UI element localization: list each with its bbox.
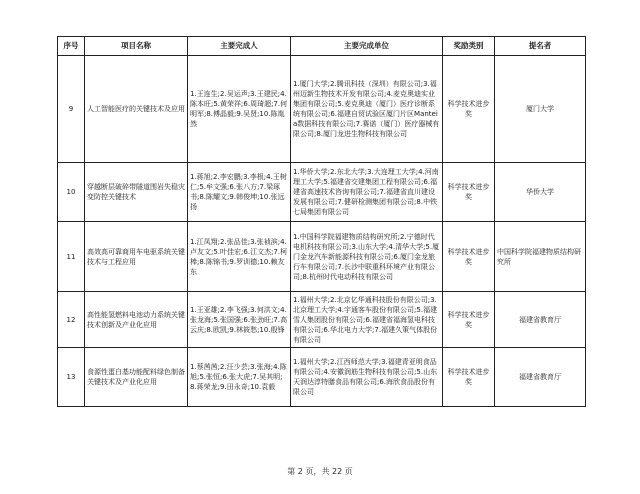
row-project: 人工智能医疗的关键技术及应用: [85, 56, 188, 163]
header-units: 主要完成单位: [291, 37, 443, 56]
row-no: 10: [58, 163, 85, 222]
row-nominator: 中国科学院福建物质结构研究所: [495, 222, 586, 292]
awards-table: [57, 36, 586, 407]
table-row: [58, 348, 586, 407]
row-persons: 1.蔡茜茜;2.汪少芸;3.张海;4.陈旭;5.张恒;6.张大虎;7.吴其明;8.蒋荣龙;9.田永奇;10.袁毅: [188, 348, 291, 407]
row-no: 12: [58, 292, 85, 348]
page-footer: 第 2 页，共 22 页: [287, 467, 353, 476]
row-category: 科学技术进步奖: [443, 292, 495, 348]
row-category: 科学技术进步奖: [443, 56, 495, 163]
row-no: 13: [58, 348, 85, 407]
row-category: 科学技术进步奖: [443, 163, 495, 222]
row-units: 1.厦门大学;2.腾讯科技（深圳）有限公司;3.福州迈新生物技术开发有限公司;4.麦克奥迪实业集团有限公司;5.麦克奥迪（厦门）医疗诊断系统有限公司;6.福建自贸试验区厦门片区Manteia数据科技有限公司;7.赛诺（厦门）医疗器械有限公司;8.厦门龙进生物科技有限公司: [291, 56, 443, 163]
row-category: 科学技术进步奖: [443, 348, 495, 407]
row-no: 11: [58, 222, 85, 292]
row-persons: 1.蒋旭;2.李宏鹏;3.李根;4.王树仁;5.牟文强;6.张八方;7.梁琢书;8.陈耀文;9.韩俊坤;10.张远扬: [188, 163, 291, 222]
row-no: 9: [58, 56, 85, 163]
row-persons: 1.江凤翔;2.张品佳;3.张祯滨;4.卢友文;5.叶佳宏;6.江文杰;7.柯棒;8.陈锦书;9.罗训德;10.赖友东: [188, 222, 291, 292]
table-row: [58, 56, 586, 163]
row-nominator: 华侨大学: [495, 163, 586, 222]
row-project: 穿越断层破碎带隧道围岩失稳灾变防控关键技术: [85, 163, 188, 222]
row-nominator: 厦门大学: [495, 56, 586, 163]
row-units: 1.华侨大学;2.东北大学;3.大连理工大学;4.河南理工大学;5.福建省交建集团工程有限公司;6.福建省高速技术咨询有限公司;7.福建省直川建设发展有限公司;7.健研检测集团有限公司;8.中铁七局集团有限公司: [291, 163, 443, 222]
header-no: 序号: [58, 37, 85, 56]
row-project: 高效高可靠商用车电驱系统关键技术与工程应用: [85, 222, 188, 292]
row-persons: 1.王连生;2.吴运声;3.王建民;4.陈本旺;5.黄荣祥;6.周琦超;7.何明军;8.傅晶毅;9.吴贤;10.陈胤然: [188, 56, 291, 163]
row-persons: 1.王亚雄;2.李飞强;3.何洪文;4.张龙海;5.张国强;6.张劲旺;7.高云庆;8.欧凯;9.林筱愁;10.殷锋: [188, 292, 291, 348]
table-row: [58, 292, 586, 348]
header-persons: 主要完成人: [188, 37, 291, 56]
table-row: [58, 163, 586, 222]
row-category: 科学技术进步奖: [443, 222, 495, 292]
row-project: 食源性蛋白基功能配料绿色制备关键技术及产业化应用: [85, 348, 188, 407]
row-nominator: 福建省教育厅: [495, 348, 586, 407]
header-nominator: 提名者: [495, 37, 586, 56]
row-units: 1.福州大学;2.北京亿华通科技股份有限公司;3.北京理工大学;4.宇通客车股份有限公司;5.福建雪人集团股份有限公司;6.福建省福海氢电科技有限公司;6.华北电力大学;7.福建久策气体股份有限公司: [291, 292, 443, 348]
header-category: 奖励类别: [443, 37, 495, 56]
row-project: 高性能氢燃料电池动力系统关键技术创新及产业化应用: [85, 292, 188, 348]
table-header-row: [58, 37, 586, 56]
row-units: 1.中国科学院福建物质结构研究所;2.宁德时代电机科技有限公司;3.山东大学;4.清华大学;5.厦门金龙汽车新能源科技有限公司;6.厦门金龙旅行车有限公司;7.长沙中联重科环境产业有限公司;8.杭州时代电动科技有限公司: [291, 222, 443, 292]
table-row: [58, 222, 586, 292]
row-units: 1.福州大学;2.江西师范大学;3.福建青亚明食品有限公司;4.安徽润筋生物科技有限公司;5.山东天润达淳特膳食品有限公司;6.海欣食品股份有限公司: [291, 348, 443, 407]
row-nominator: 福建省教育厅: [495, 292, 586, 348]
header-project: 项目名称: [85, 37, 188, 56]
